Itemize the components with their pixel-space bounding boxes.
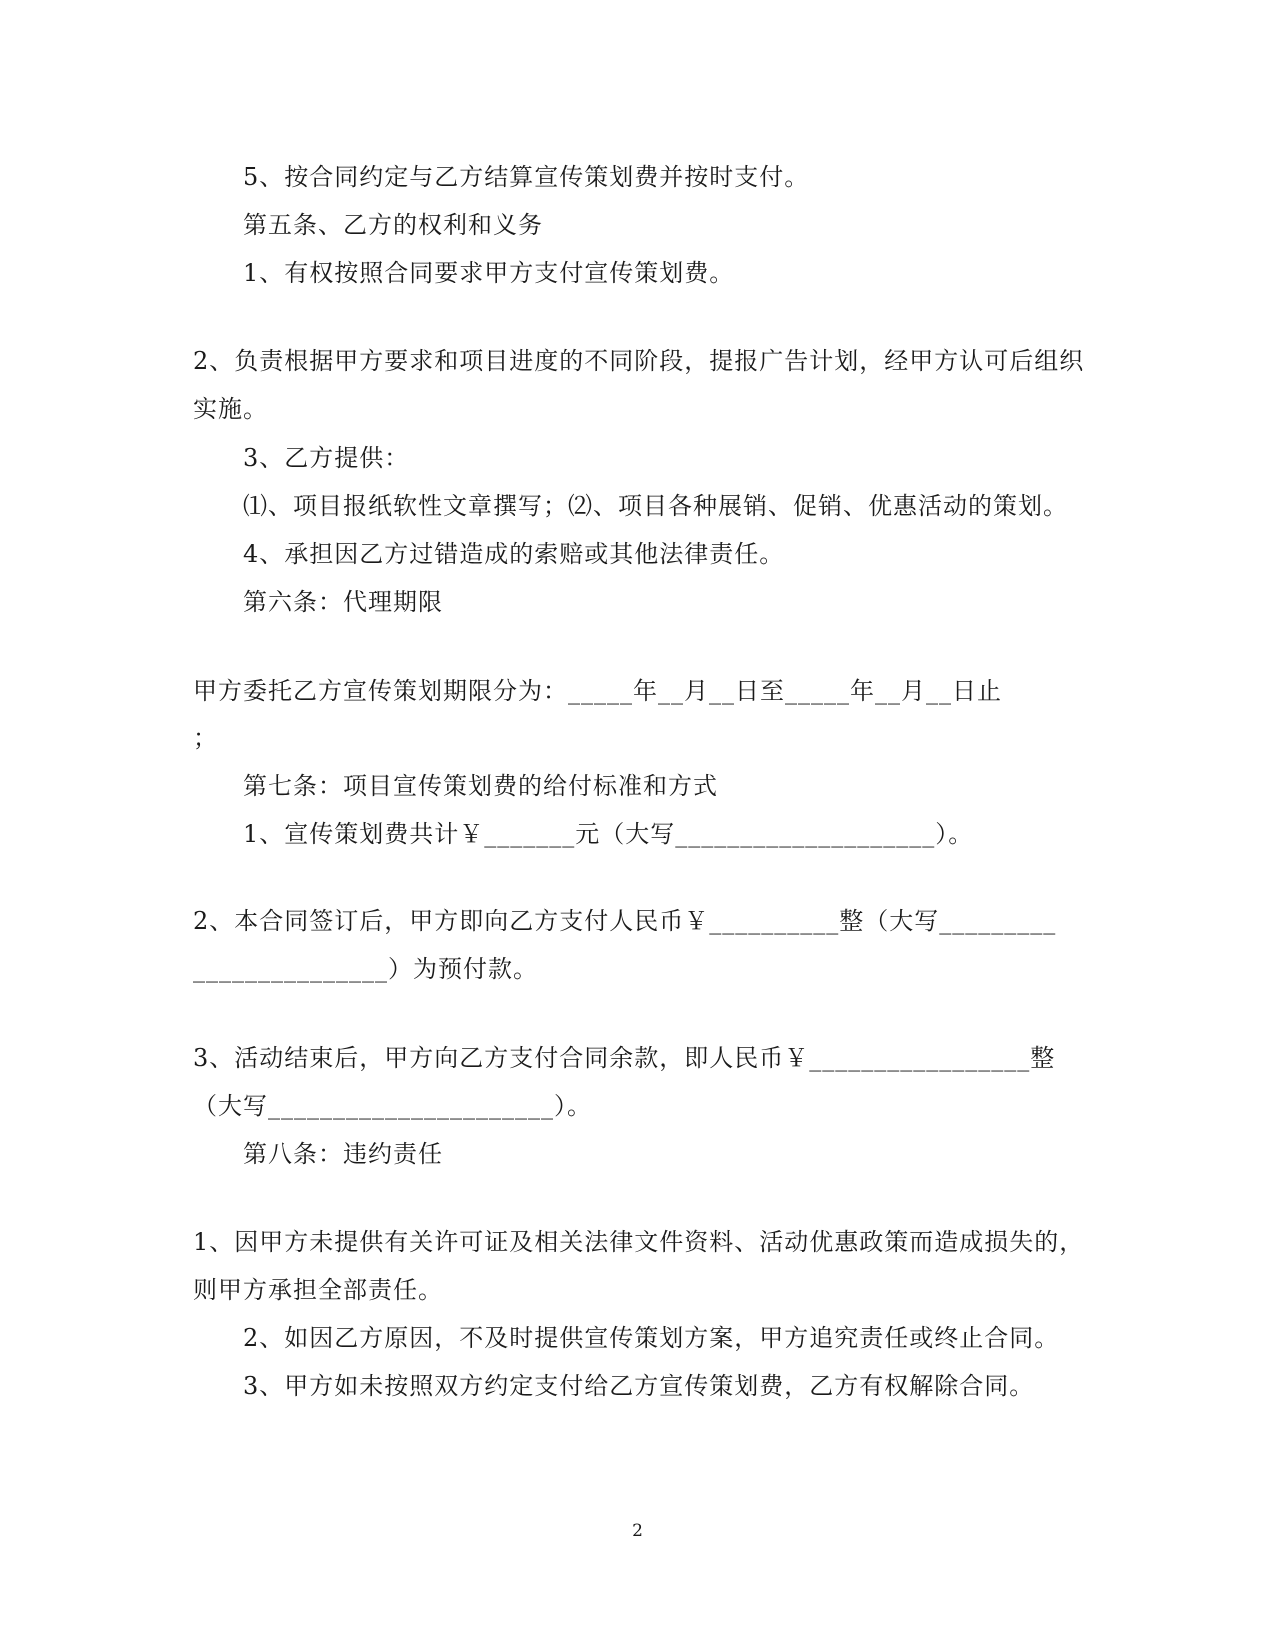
- article-6-heading: 第六条：代理期限: [243, 588, 443, 616]
- fee-clause-2-cont: _______________）为预付款。: [193, 955, 538, 983]
- liability-clause-1-cont: 则甲方承担全部责任。: [193, 1276, 443, 1304]
- clause-party-b-3-items: ⑴、项目报纸软性文章撰写；⑵、项目各种展销、促销、优惠活动的策划。: [243, 492, 1068, 520]
- fee-clause-2: 2、本合同签订后，甲方即向乙方支付人民币￥__________整（大写_________: [193, 907, 1057, 935]
- clause-5-5: 5、按合同约定与乙方结算宣传策划费并按时支付。: [243, 163, 810, 191]
- fee-clause-3-cont: （大写______________________）。: [193, 1092, 592, 1120]
- article-8-heading: 第八条：违约责任: [243, 1140, 443, 1168]
- clause-party-b-3: 3、乙方提供：: [243, 444, 410, 472]
- liability-clause-2: 2、如因乙方原因，不及时提供宣传策划方案，甲方追究责任或终止合同。: [243, 1324, 1060, 1352]
- clause-party-b-2-cont: 实施。: [193, 395, 268, 423]
- clause-party-b-1: 1、有权按照合同要求甲方支付宣传策划费。: [243, 259, 735, 287]
- clause-party-b-4: 4、承担因乙方过错造成的索赔或其他法律责任。: [243, 540, 785, 568]
- page-number: 2: [632, 1521, 643, 1541]
- article-7-heading: 第七条：项目宣传策划费的给付标准和方式: [243, 772, 718, 800]
- liability-clause-3: 3、甲方如未按照双方约定支付给乙方宣传策划费，乙方有权解除合同。: [243, 1372, 1035, 1400]
- fee-clause-3: 3、活动结束后，甲方向乙方支付合同余款，即人民币￥_________________整: [193, 1044, 1056, 1072]
- agency-term-line-cont: ；: [193, 724, 218, 752]
- agency-term-line: 甲方委托乙方宣传策划期限分为：_____年__月__日至_____年__月__日止: [193, 677, 1002, 705]
- clause-party-b-2: 2、负责根据甲方要求和项目进度的不同阶段，提报广告计划，经甲方认可后组织: [193, 347, 1085, 375]
- fee-clause-1: 1、宣传策划费共计￥_______元（大写____________________）。: [243, 820, 974, 848]
- liability-clause-1: 1、因甲方未提供有关许可证及相关法律文件资料、活动优惠政策而造成损失的，: [193, 1228, 1085, 1256]
- article-5-heading: 第五条、乙方的权利和义务: [243, 211, 543, 239]
